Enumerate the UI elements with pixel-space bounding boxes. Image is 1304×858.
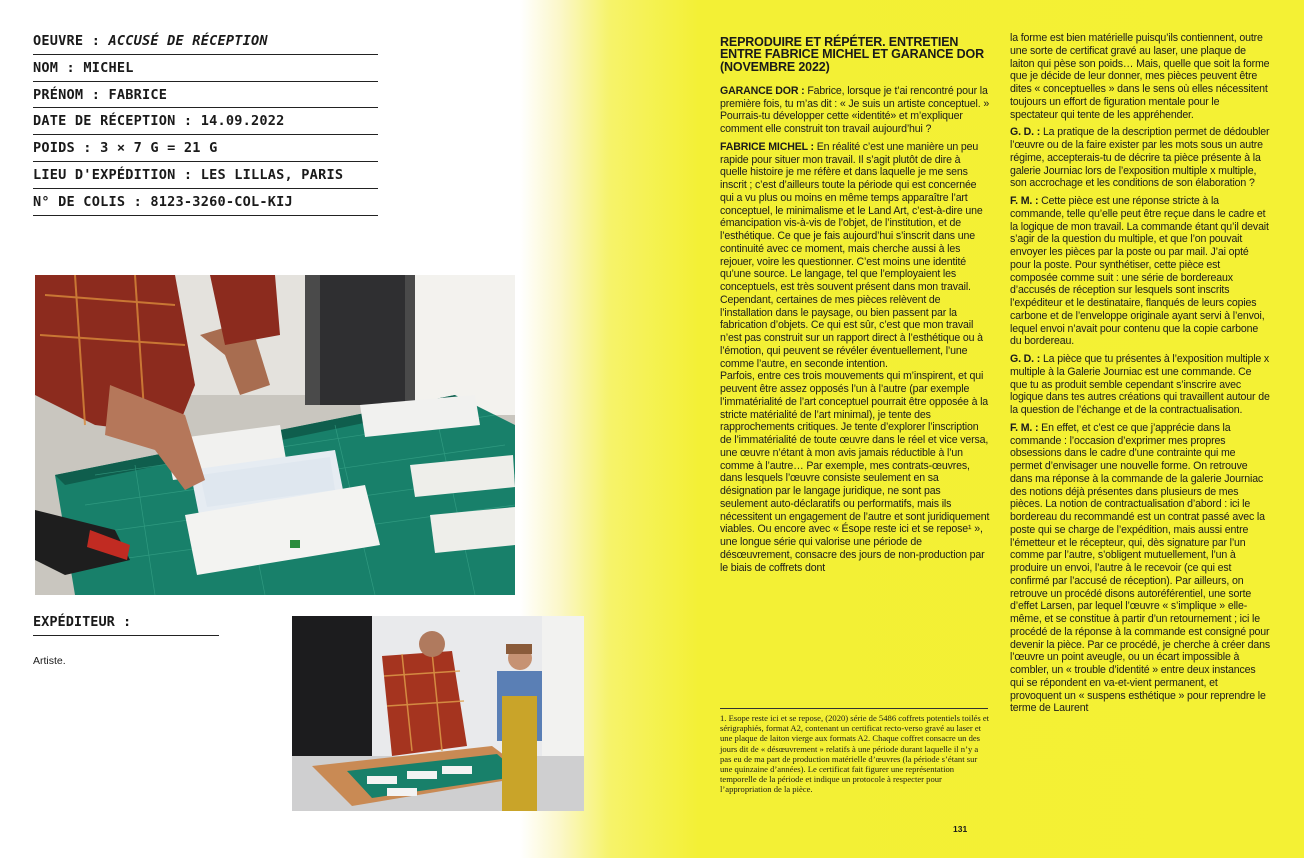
footnote-divider [720,708,988,709]
form-row-nom: NOM : MICHEL [33,55,378,82]
footnote: 1. Esope reste ici et se repose, (2020) série de 5486 coffrets potentiels toilés et sérigraphiés, format A2, contenant un certificat recto-verso gravé au laser et une plaque de laiton vierge aux formats A2. Chaque coffret consacre un des jours dit de « désœuvrement » relatifs à une période durant laquelle il n’y a pas eu de ma part de production matérielle d’œuvres (la période s’étant sur une quinzaine d’années). Le certificat fait figurer une représentation temporelle de la période et indique un protocole à respecter pour l’appropriation de la pièce. [720,713,990,795]
form-row-date: DATE DE RÉCEPTION : 14.09.2022 [33,108,378,135]
form-row-lieu: LIEU D'EXPÉDITION : LES LILLAS, PARIS [33,162,378,189]
form-row-prenom: PRÉNOM : FABRICE [33,82,378,109]
reception-form [33,28,378,216]
paragraph: G. D. : La pièce que tu présentes à l’exposition multiple x multiple à la Galerie Journiac est une commande. Ce que tu as produit semble cependant s’inscrire avec logique dans tes autres créations qui travaillent autour de la question de l’échange et de la contractualisation. [1010,353,1270,416]
paragraph: Parfois, entre ces trois mouvements qui m’inspirent, et qui peuvent être assez opposés l’un à l’autre (par exemple l’immatérialité de l’art conceptuel pourrait être opposée à la stricte matérialité de l’art minimal), je tente des rapprochements critiques. Je tente d’explorer l’inscription de l’immatérialité de toute œuvre dans le réel et vice versa, une œuvre n’étant à mon avis jamais réductible à l’un comme à l’autre… Par exemple, mes contrats-œuvres, dans lesquels l’œuvre consiste seulement en sa désignation par le langage juridique, ne sont pas seulement auto-déclaratifs ou performatifs, mais ils nécessitent un engagement de l’autre et sont juridiquement viables. Ou encore avec « Ésope reste ici et se repose¹ », une longue série qui valorise une période de désœuvrement, consacre des jours de non-production par le biais de coffrets dont [720,370,990,574]
form-row-poids: POIDS : 3 × 7 G = 21 G [33,135,378,162]
photo-cutting-mat [35,275,515,595]
form-row-oeuvre: OEUVRE : ACCUSÉ DE RÉCEPTION [33,28,378,55]
article-column-2 [1010,32,1270,720]
paragraph: GARANCE DOR : Fabrice, lorsque je t’ai rencontré pour la première fois, tu m’as dit : « Je suis un artiste conceptuel. » Pourrais-tu développer cette «identité» et m’expliquer comment elle construit ton travail aujourd’hui ? [720,84,990,136]
article-column-1 [720,36,990,579]
paragraph: FABRICE MICHEL : En réalité c’est une manière un peu rapide pour situer mon travail. Il s’agit plutôt de dire à quelle histoire je me réfère et dans laquelle je me sens inscrit ; c’est d’ailleurs toute la période qui est concernée qui a vu plus ou moins en même temps apparaître l’art conceptuel, le minimalisme et le Land Art, c’est-à-dire une émancipation vis-à-vis de l’objet, de l’institution, et de l’esthétique. Ce que je fais aujourd’hui s’inscrit dans une continuité avec ce moment, mais cherche aussi à les rejouer, voire les questionner. C’est moins une identité qu’une source. Le langage, tel que l’employaient les conceptuels, est très souvent présent dans mon travail. Cependant, certaines de mes pièces relèvent de l’installation dans le paysage, ou bien passent par la fabrication d’objets. Ce qui est sûr, c’est que mon travail n’est pas construit sur un rapport direct à l’esthétique ou à l’émotion, qui peuvent se révéler éventuellement, l’une comme l’autre, en seconde intention. [720,140,983,370]
form-row-colis: N° DE COLIS : 8123-3260-COL-KIJ [33,189,378,216]
paragraph: la forme est bien matérielle puisqu’ils contiennent, outre une sorte de certificat gravé au laser, une plaque de laiton qui pèse son poids… Mais, quelle que soit la forme que je décide de leur donner, mes pièces peuvent être dites « conceptuelles » dans le sens où elles nécessitent toujours un effort de figuration mentale pour le spectateur qui tente de les appréhender. [1010,32,1270,121]
expediteur-note: Artiste. [33,655,66,667]
article-title: REPRODUIRE ET RÉPÉTER. ENTRETIEN ENTRE FABRICE MICHEL ET GARANCE DOR (NOVEMBRE 2022) [720,35,984,74]
paragraph: G. D. : La pratique de la description permet de dédoubler l’œuvre ou de la faire exister par les mots sous un autre régime, accepterais-tu de décrire ta pièce présente à la galerie Journiac lors de l’exposition multiple x multiple, son accrochage et les conditions de son élaboration ? [1010,126,1270,190]
photo-two-people [292,616,584,811]
paragraph: F. M. : Cette pièce est une réponse stricte à la commande, telle qu’elle peut être reçue dans le cadre et la logique de mon travail. La commande étant qu’il devait s’agir de la question du multiple, et que l’on pouvait envoyer les pièces par la poste ou par mail. J’ai opté pour la poste. Pour synthétiser, cette pièce est composée comme suit : une série de bordereaux d’accusés de réception sur lesquels sont inscrits l’expéditeur et le destinataire, flanqués de leurs copies carbone et de l’enveloppe originale ayant servi à l’envoi, lequel envoi n’avait pour contenu que la copie carbone du bordereau. [1010,195,1269,348]
expediteur-label: EXPÉDITEUR : [33,612,219,636]
paragraph: F. M. : En effet, et c’est ce que j’apprécie dans la commande : l’occasion d’exprimer mes propres obsessions dans le cadre d’une contrainte qui me permet d’envisager une nouvelle forme. On retrouve dans ma réponse à la commande de la galerie Journiac des notions déjà présentes dans plusieurs de mes pièces. La notion de contractualisation d’abord : ici le bordereau du recommandé est un contrat passé avec la poste qui se charge de l’expédition, mais aussi entre l’émetteur et le récepteur, qui, dès signature par l’un comme par l’autre, s’obligent mutuellement, l’un à produire un envoi, l’autre à le recevoir (ce qui est confirmé par l’accusé de réception). Par ailleurs, on retrouve un procédé disons autoréférentiel, une sorte d’effet Larsen, par lequel l’œuvre « s’implique » elle-même, et se constitue à partir d’un retournement ; ici le procédé de la réponse à la commande est consigné pour devenir la pièce. Par ce procédé, je cherche à créer dans l’œuvre un point aveugle, ou un écart impossible à combler, un « trouble d’identité » entre deux instances qui se répondent en va-et-vient permanent, et provoquent un « suspens esthétique » pour reprendre le terme de Laurent [1010,421,1270,715]
page-number: 131 [953,824,968,834]
